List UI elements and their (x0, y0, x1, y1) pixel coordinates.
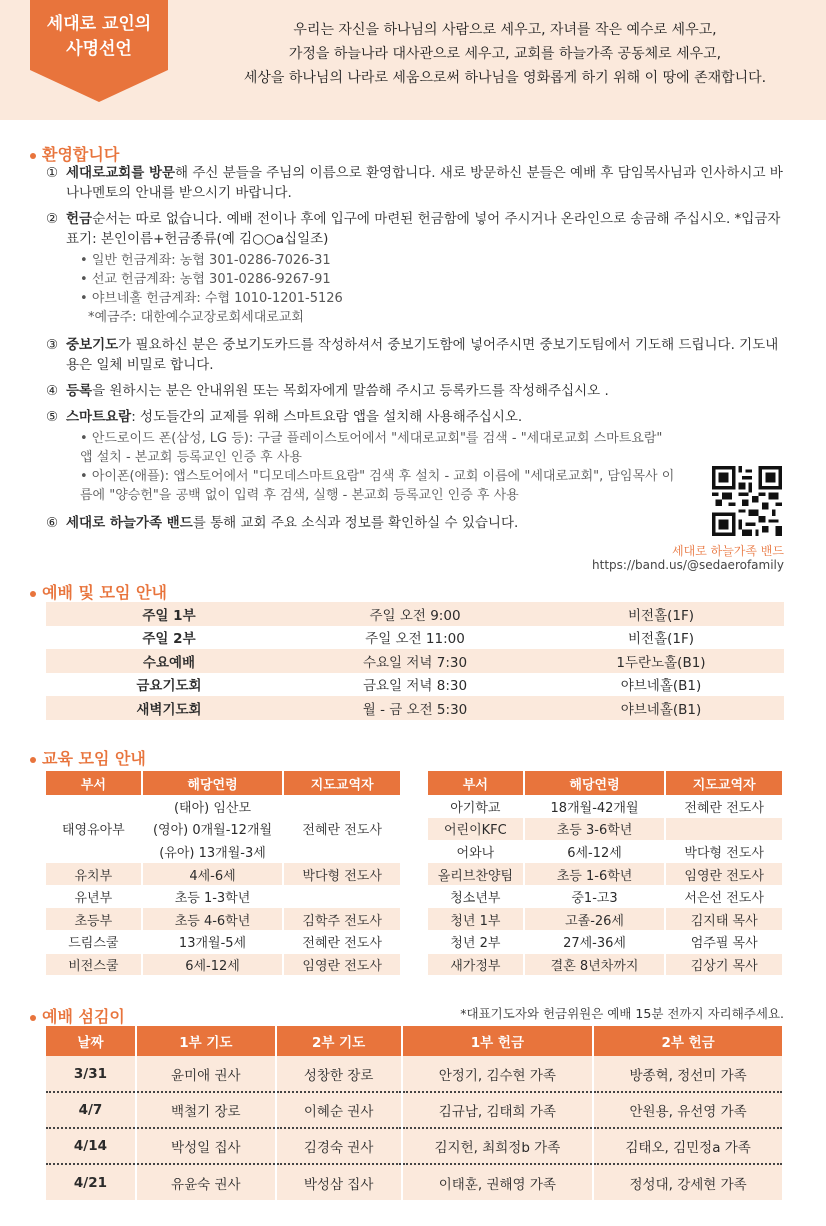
table-header: 1부 헌금 (402, 1026, 594, 1056)
account-item: • 야브네홀 헌금계좌: 수협 1010-1201-5126 (80, 289, 791, 308)
table-header: 날짜 (46, 1026, 136, 1056)
mission-line: 가정을 하늘나라 대사관으로 세우고, 교회를 하늘가족 공동체로 세우고, (288, 46, 722, 62)
education-table-right (428, 771, 784, 976)
welcome-section (46, 163, 791, 539)
table-row: 3/31 윤미애 권사 성창한 장로 안정기, 김수현 가족 방종혁, 정선미 가족 (46, 1056, 783, 1092)
worship-row: 주일 1부 주일 오전 9:00 비전홀(1F) (46, 602, 784, 626)
education-title: 교육 모임 안내 (30, 746, 146, 769)
banner-line1: 세대로 교인의 (46, 14, 152, 34)
table-header: 2부 기도 (276, 1026, 402, 1056)
table-header: 해당연령 (524, 771, 666, 795)
table-row: 비전스쿨 6세-12세 임영란 전도사 (46, 953, 401, 976)
account-list (46, 251, 791, 327)
table-row: 새가정부 결혼 8년차까지 김상기 목사 (428, 953, 783, 976)
table-header: 해당연령 (142, 771, 284, 795)
table-header: 부서 (428, 771, 524, 795)
mission-statement (200, 18, 810, 90)
table-row: 청소년부 중1-고3 서은선 전도사 (428, 885, 783, 908)
service-table (46, 1026, 784, 1200)
welcome-item: ② 헌금순서는 따로 없습니다. 예배 전이나 후에 입구에 마련된 헌금함에 넣어 주시거나 온라인으로 송금해 주십시오. *입금자 표기: 본인이름+헌금종류(예 김○○a십일조) (46, 211, 781, 247)
welcome-item: ① 세대로교회를 방문해 주신 분들을 주님의 이름으로 환영합니다. 새로 방문하신 분들은 예배 후 담임목사님과 인사하시고 바나나멘토의 안내를 받으시기 바랍니다. (46, 165, 783, 201)
table-header: 2부 헌금 (593, 1026, 783, 1056)
mission-banner (30, 0, 168, 100)
table-row: 아기학교 18개월-42개월 전혜란 전도사 (428, 795, 783, 818)
qr-code-icon[interactable] (712, 466, 782, 536)
table-row: (유아) 13개월-3세 (46, 840, 401, 863)
mission-line: 우리는 자신을 하나님의 사람으로 세우고, 자녀를 작은 예수로 세우고, (293, 22, 717, 38)
account-item: • 선교 헌금계좌: 농협 301-0286-9267-91 (80, 270, 791, 289)
band-url-link[interactable]: https://band.us/@sedaerofamily (592, 558, 784, 572)
worship-row: 새벽기도회 월 - 금 오전 5:30 야브네홀(B1) (46, 696, 784, 720)
table-row: 4/21 유윤숙 권사 박성삼 집사 이태훈, 권해영 가족 정성대, 강세현 가족 (46, 1164, 783, 1200)
table-row: 청년 1부 고졸-26세 김지태 목사 (428, 908, 783, 931)
table-row: 드림스쿨 13개월-5세 전혜란 전도사 (46, 931, 401, 954)
table-row: (영아) 0개월-12개월 (46, 818, 401, 841)
welcome-item: ④ 등록을 원하시는 분은 안내위원 또는 목회자에게 말씀해 주시고 등록카드를 작성해주십시오 . (46, 383, 609, 399)
table-row: 어와나 6세-12세 박다형 전도사 (428, 840, 783, 863)
banner-line2: 사명선언 (66, 39, 132, 59)
welcome-title: 환영합니다 (30, 142, 119, 165)
table-row: 청년 2부 27세-36세 엄주필 목사 (428, 931, 783, 954)
service-note: *대표기도자와 헌금위원은 예배 15분 전까지 자리해주세요. (460, 1006, 784, 1021)
service-title: 예배 섬김이 (30, 1004, 125, 1027)
table-row: 유년부 초등 1-3학년 (46, 885, 401, 908)
table-row: 4/14 박성일 집사 김경숙 권사 김지헌, 최희정b 가족 김태오, 김민정a 가족 (46, 1128, 783, 1164)
band-name: 세대로 하늘가족 밴드 (672, 544, 784, 558)
mission-header (0, 0, 826, 120)
worship-schedule (46, 602, 784, 720)
account-item: • 일반 헌금계좌: 농협 301-0286-7026-31 (80, 251, 791, 270)
table-row: 어린이KFC 초등 3-6학년 (428, 818, 783, 841)
table-row: 초등부 초등 4-6학년 김학주 전도사 (46, 908, 401, 931)
table-row: 4/7 백철기 장로 이혜순 권사 김규남, 김태희 가족 안원용, 유선영 가족 (46, 1092, 783, 1128)
smart-app-item: • 안드로이드 폰(삼성, LG 등): 구글 플레이스토어에서 "세대로교회"를 검색 - "세대로교회 스마트요람" 앱 설치 - 본교회 등록교인 인증 후 사용 (80, 429, 676, 467)
table-header: 지도교역자 (665, 771, 783, 795)
account-holder-note: *예금주: 대한예수교장로회세대로교회 (88, 310, 304, 325)
smart-app-item: • 아이폰(애플): 앱스토어에서 "디모데스마트요람" 검색 후 설치 - 교회 이름에 "세대로교회", 담임목사 이름에 "양승헌"을 공백 없이 입력 후 검색, 실행 - 본교회 등록교인 인증 후 사용 (80, 467, 676, 505)
welcome-item: ⑥ 세대로 하늘가족 밴드를 통해 교회 주요 소식과 정보를 확인하실 수 있습니다. (46, 515, 519, 531)
table-header: 1부 기도 (136, 1026, 276, 1056)
worship-row: 주일 2부 주일 오전 11:00 비전홀(1F) (142, 631, 694, 648)
worship-row: 수요예배 수요일 저녁 7:30 1두란노홀(B1) (46, 649, 784, 673)
table-header: 지도교역자 (283, 771, 401, 795)
table-header: 부서 (46, 771, 142, 795)
education-table-left (46, 771, 402, 976)
mission-line: 세상을 하나님의 나라로 세움으로써 하나님을 영화롭게 하기 위해 이 땅에 존재합니다. (243, 70, 767, 86)
welcome-item: ③ 중보기도가 필요하신 분은 중보기도카드를 작성하셔서 중보기도함에 넣어주시면 중보기도팀에서 기도해 드립니다. 기도내용은 일체 비밀로 합니다. (46, 337, 779, 373)
worship-title: 예배 및 모임 안내 (30, 580, 167, 603)
table-row: 태영유아부 (태아) 임산모 전혜란 전도사 (46, 795, 401, 818)
welcome-item: ⑤ 스마트요람: 성도들간의 교제를 위해 스마트요람 앱을 설치해 사용해주십시오. (46, 409, 523, 425)
table-row: 유치부 4세-6세 박다형 전도사 (46, 863, 401, 886)
table-row: 올리브찬양팀 초등 1-6학년 임영란 전도사 (428, 863, 783, 886)
worship-row: 금요기도회 금요일 저녁 8:30 야브네홀(B1) (136, 678, 702, 695)
smart-app-list (46, 429, 676, 505)
